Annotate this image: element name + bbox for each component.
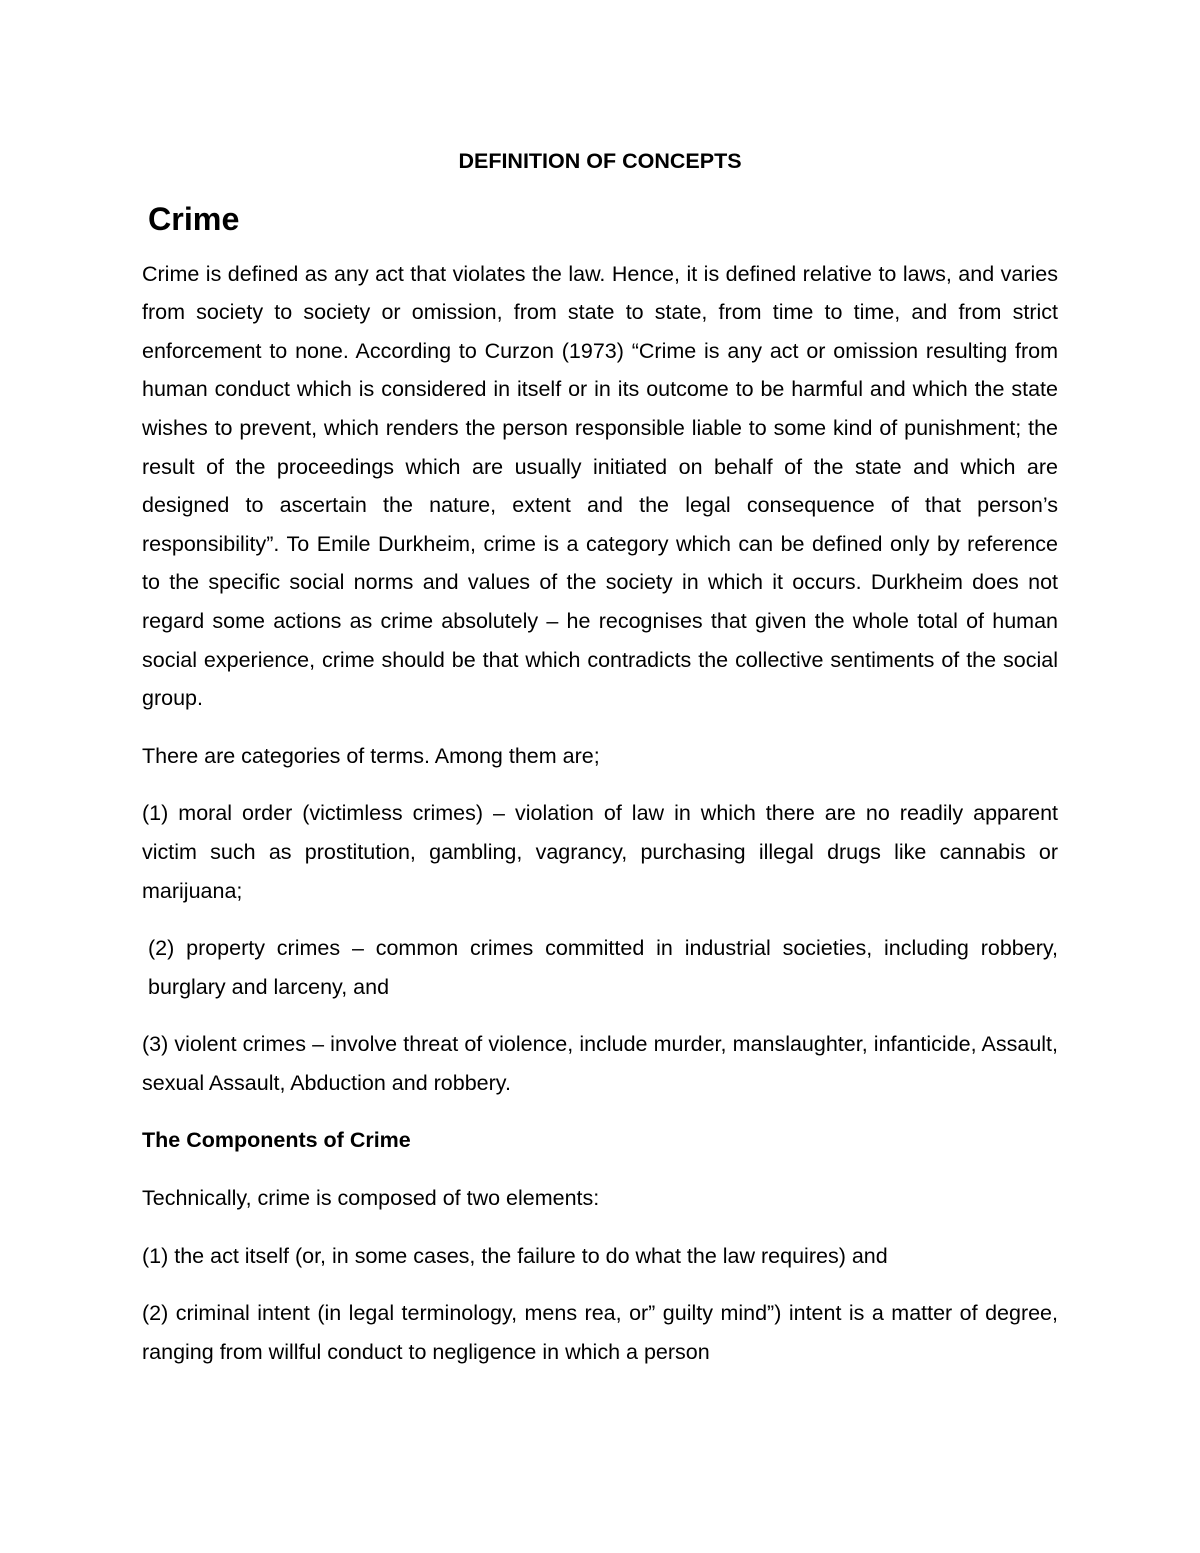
category-item: (3) violent crimes – involve threat of violence, include murder, manslaughter, infanticide, Assault, sexual Assault, Abduction and robbery. xyxy=(142,1032,1058,1095)
components-intro: Technically, crime is composed of two elements: xyxy=(142,1186,600,1211)
component-element: (1) the act itself (or, in some cases, the failure to do what the law requires) and xyxy=(142,1243,888,1268)
document-body xyxy=(142,142,1058,1371)
section-heading-crime: Crime xyxy=(148,201,240,237)
crime-definition-paragraph: Crime is defined as any act that violates the law. Hence, it is defined relative to laws, and varies from society to society or omission, from state to state, from time to time, and from strict enforcement to none. According to Curzon (1973) “Crime is any act or omission resulting from human conduct which is considered in itself or in its outcome to be harmful and which the state wishes to prevent, which renders the person responsible liable to some kind of punishment; the result of the proceedings which are usually initiated on behalf of the state and which are designed to ascertain the nature, extent and the legal consequence of that person’s responsibility”. To Emile Durkheim, crime is a category which can be defined only by reference to the specific social norms and values of the society in which it occurs. Durkheim does not regard some actions as crime absolutely – he recognises that given the whole total of human social experience, crime should be that which contradicts the collective sentiments of the social group. xyxy=(142,261,1058,711)
category-item: (1) moral order (victimless crimes) – violation of law in which there are no readily apparent victim such as prostitution, gambling, vagrancy, purchasing illegal drugs like cannabis or marijuana; xyxy=(142,801,1058,903)
document-title: DEFINITION OF CONCEPTS xyxy=(458,149,742,173)
categories-intro: There are categories of terms. Among them are; xyxy=(142,743,600,768)
section-heading-components: The Components of Crime xyxy=(142,1128,411,1153)
category-item: (2) property crimes – common crimes committed in industrial societies, including robbery, burglary and larceny, and xyxy=(148,936,1058,999)
component-element: (2) criminal intent (in legal terminology, mens rea, or” guilty mind”) intent is a matter of degree, ranging from willful conduct to negligence in which a person xyxy=(142,1301,1058,1364)
